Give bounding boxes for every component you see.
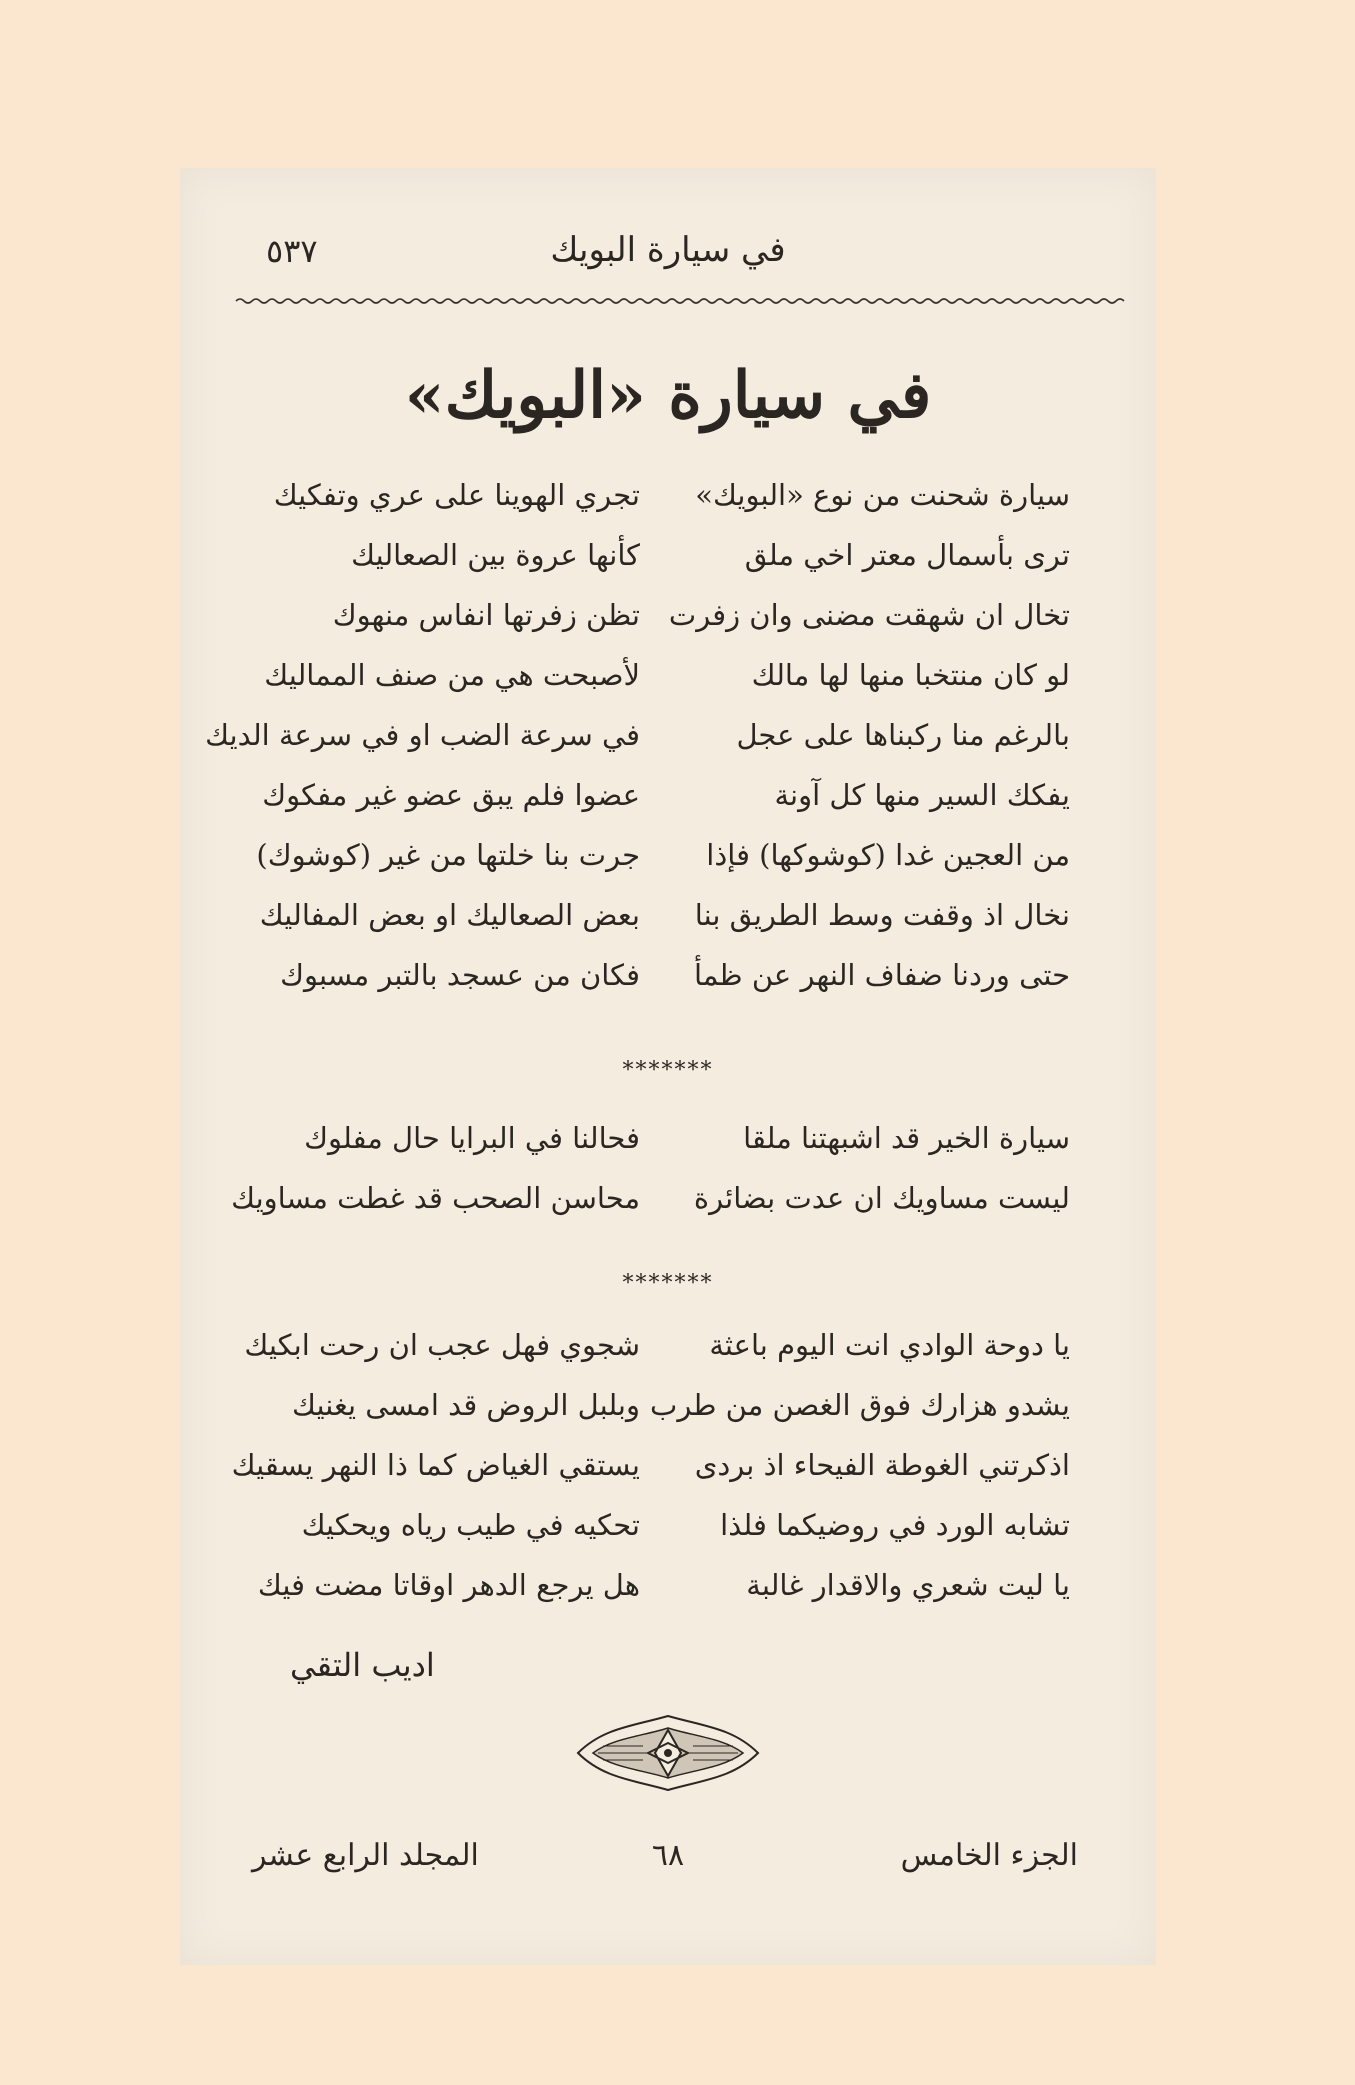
running-head-title: في سيارة البويك xyxy=(550,230,786,270)
verse xyxy=(256,838,1070,898)
verse-second-half: في سرعة الضب او في سرعة الديك xyxy=(205,718,640,752)
stanza-separator: ******* xyxy=(622,1058,714,1083)
stanza-separator: ******* xyxy=(622,1271,714,1296)
verse xyxy=(270,598,1070,658)
verse-first-half: تشابه الورد في روضيكما فلذا xyxy=(720,1508,1070,1542)
verse-first-half: ليست مساويك ان عدت بضائرة xyxy=(693,1181,1070,1215)
verse xyxy=(205,718,1070,778)
poem-title: في سيارة «البويك» xyxy=(404,358,932,433)
verse-second-half: تحكيه في طيب رياه ويحكيك xyxy=(301,1508,640,1542)
verse xyxy=(244,1328,1070,1388)
verse-first-half: من العجين غدا (كوشوكها) فإذا xyxy=(706,838,1070,872)
footer-page-number: ٦٨ xyxy=(651,1838,685,1873)
stanza-3 xyxy=(231,1328,1070,1628)
verse-second-half: فحالنا في البرايا حال مفلوك xyxy=(304,1121,640,1155)
verse xyxy=(270,958,1070,1018)
verse xyxy=(270,1388,1070,1448)
verse xyxy=(231,1181,1070,1241)
verse-first-half: يا ليت شعري والاقدار غالبة xyxy=(746,1568,1070,1602)
verse-first-half: سيارة الخير قد اشبهتنا ملقا xyxy=(743,1121,1070,1155)
verse-second-half: لأصبحت هي من صنف المماليك xyxy=(264,658,640,692)
page-number-top: ٥٣٧ xyxy=(266,232,318,270)
verse xyxy=(257,1568,1070,1628)
verse xyxy=(231,1448,1070,1508)
verse-second-half: فكان من عسجد بالتبر مسبوك xyxy=(280,958,640,992)
footer-volume: المجلد الرابع عشر xyxy=(252,1838,479,1873)
verse xyxy=(270,478,1070,538)
verse-first-half: ترى بأسمال معتر اخي ملق xyxy=(744,538,1070,572)
verse xyxy=(262,778,1070,838)
running-head xyxy=(180,230,1156,280)
stanza-2 xyxy=(231,1121,1070,1241)
verse-first-half: بالرغم منا ركبناها على عجل xyxy=(736,718,1070,752)
floral-ornament-icon xyxy=(573,1708,763,1798)
verse-second-half: بعض الصعاليك او بعض المفاليك xyxy=(259,898,640,932)
verse-second-half: يستقي الغياض كما ذا النهر يسقيك xyxy=(231,1448,640,1482)
verse-second-half: تظن زفرتها انفاس منهوك xyxy=(332,598,640,632)
verse xyxy=(270,538,1070,598)
verse-second-half: محاسن الصحب قد غطت مساويك xyxy=(231,1181,640,1215)
verse-second-half: شجوي فهل عجب ان رحت ابكيك xyxy=(244,1328,640,1362)
verse-first-half: تخال ان شهقت مضنى وان زفرت xyxy=(668,598,1070,632)
verse-second-half: هل يرجع الدهر اوقاتا مضت فيك xyxy=(257,1568,640,1602)
page-footer xyxy=(180,1838,1156,1888)
verse-second-half: جرت بنا خلتها من غير (كوشوك) xyxy=(256,838,640,872)
verse-first-half: حتى وردنا ضفاف النهر عن ظمأ xyxy=(693,958,1070,992)
verse-first-half: يفكك السير منها كل آونة xyxy=(774,778,1070,812)
verse-second-half: عضوا فلم يبق عضو غير مفكوك xyxy=(262,778,640,812)
verse-second-half: وبلبل الروض قد امسى يغنيك xyxy=(292,1388,640,1422)
verse-first-half: يا دوحة الوادي انت اليوم باعثة xyxy=(709,1328,1070,1362)
wavy-rule xyxy=(236,296,1128,306)
verse xyxy=(270,1508,1070,1568)
verse xyxy=(259,898,1070,958)
stanza-1 xyxy=(205,478,1070,1018)
author-signature: اديب التقي xyxy=(290,1646,435,1684)
verse-second-half: تجري الهوينا على عري وتفكيك xyxy=(273,478,640,512)
verse xyxy=(264,658,1070,718)
verse-first-half: اذكرتني الغوطة الفيحاء اذ بردى xyxy=(694,1448,1070,1482)
verse xyxy=(270,1121,1070,1181)
verse-first-half: نخال اذ وقفت وسط الطريق بنا xyxy=(694,898,1070,932)
verse-first-half: لو كان منتخبا منها لها مالك xyxy=(751,658,1070,692)
footer-part: الجزء الخامس xyxy=(900,1838,1078,1873)
verse-first-half: يشدو هزارك فوق الغصن من طرب xyxy=(650,1388,1070,1422)
scanned-page xyxy=(180,168,1156,1965)
verse-second-half: كأنها عروة بين الصعاليك xyxy=(351,538,640,572)
verse-first-half: سيارة شحنت من نوع «البويك» xyxy=(695,478,1070,512)
